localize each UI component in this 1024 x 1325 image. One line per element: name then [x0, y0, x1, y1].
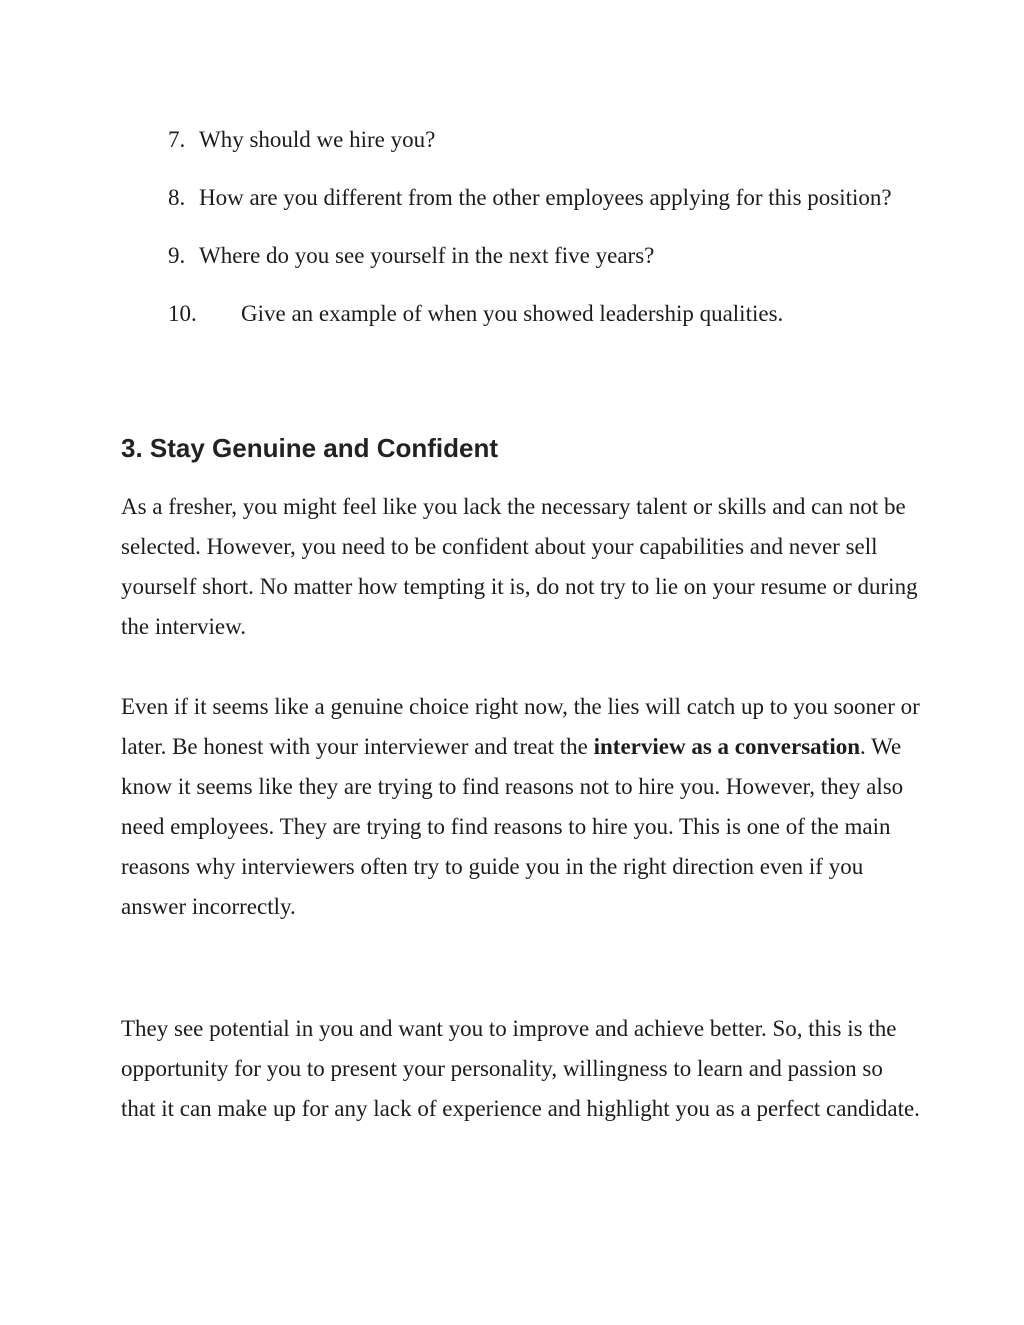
list-item-number: 10. — [168, 301, 197, 326]
list-item-text: Give an example of when you showed leadership qualities. — [241, 301, 784, 326]
list-item — [168, 238, 908, 273]
paragraph-confidence: As a fresher, you might feel like you lack the necessary talent or skills and can not be selected. However, you need to be confident about your capabilities and never sell yourself short. No matter how tempting it is, do not try to lie on your resume or during the interview. — [121, 494, 918, 639]
interview-questions-list — [168, 122, 908, 354]
list-item-text: Where do you see yourself in the next five years? — [199, 243, 655, 268]
paragraph-honesty — [121, 687, 921, 927]
interview-conversation-link[interactable]: interview as a conversation — [593, 734, 861, 759]
paragraph-potential: They see potential in you and want you to improve and achieve better. So, this is the opportunity for you to present your personality, willingness to learn and passion so that it can make up for any lack of experience and highlight you as a perfect candidate. — [121, 1016, 920, 1121]
list-item — [168, 296, 908, 331]
paragraph-text: Even if it seems like a genuine choice right now, the lies will catch up to you sooner or later. Be honest with your interviewer and treat the — [121, 694, 920, 759]
list-item-number: 7. — [168, 127, 186, 152]
section-heading: 3. Stay Genuine and Confident — [121, 433, 499, 463]
list-item-text: How are you different from the other employees applying for this position? — [199, 185, 892, 210]
paragraph-text: . We know it seems like they are trying to find reasons not to hire you. However, they also need employees. They are trying to find reasons to hire you. This is one of the main reasons why interviewers often try to guide you in the right direction even if you answer incorrectly. — [121, 734, 904, 919]
list-item — [168, 122, 908, 157]
list-item-number: 8. — [168, 185, 186, 210]
list-item — [168, 180, 908, 215]
list-item-text: Why should we hire you? — [199, 127, 436, 152]
list-item-number: 9. — [168, 243, 186, 268]
